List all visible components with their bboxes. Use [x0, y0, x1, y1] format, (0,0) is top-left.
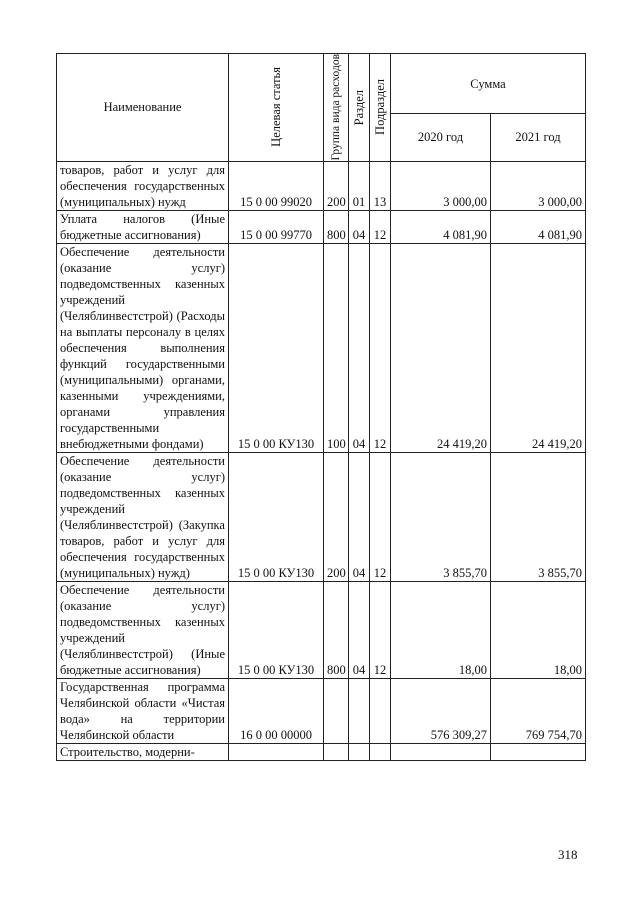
row-exp-group: 100: [324, 243, 349, 452]
header-subsection: Подраздел: [370, 54, 391, 162]
row-sum-2021: 3 855,70: [491, 452, 586, 581]
row-name: Обеспечение деятельности (оказание услуг) подведомственных казенных учреждений (Челяблинвестстрой) (Расходы на выплаты персоналу в целях обеспечения выполнения функций государственными (муниципальными) органами, казенными учреждениями, органами управления государственными внебюджетными фондами): [57, 243, 229, 452]
row-subsection: [370, 743, 391, 760]
row-name: товаров, работ и услуг для обеспечения государственных (муниципальных) нужд: [57, 161, 229, 210]
row-section: 04: [349, 243, 370, 452]
row-section: 04: [349, 452, 370, 581]
row-name: Государственная программа Челябинской области «Чистая вода» на территории Челябинской области: [57, 678, 229, 743]
row-subsection: 12: [370, 243, 391, 452]
row-section: [349, 743, 370, 760]
row-target: 15 0 00 КУ130: [229, 581, 324, 678]
row-exp-group: 800: [324, 581, 349, 678]
row-sum-2021: 769 754,70: [491, 678, 586, 743]
row-target: 15 0 00 99020: [229, 161, 324, 210]
row-exp-group: 200: [324, 452, 349, 581]
header-year-2021: 2021 год: [491, 114, 586, 161]
row-sum-2020: 18,00: [391, 581, 491, 678]
row-section: 04: [349, 210, 370, 243]
table-row: [57, 581, 586, 678]
row-sum-2021: 18,00: [491, 581, 586, 678]
page-number: 318: [558, 847, 578, 862]
row-subsection: 13: [370, 161, 391, 210]
row-sum-2020: 4 081,90: [391, 210, 491, 243]
budget-table: [56, 53, 586, 761]
row-section: [349, 678, 370, 743]
table-row: [57, 210, 586, 243]
table-row: [57, 678, 586, 743]
row-sum-2020: 3 855,70: [391, 452, 491, 581]
row-sum-2021: 3 000,00: [491, 161, 586, 210]
header-exp-group: Группа вида расходов: [324, 54, 349, 162]
row-subsection: 12: [370, 581, 391, 678]
row-exp-group: [324, 743, 349, 760]
header-section: Раздел: [349, 54, 370, 162]
row-subsection: 12: [370, 452, 391, 581]
row-target: 15 0 00 КУ130: [229, 452, 324, 581]
row-name: Обеспечение деятельности (оказание услуг) подведомственных казенных учреждений (Челяблинвестстрой) (Закупка товаров, работ и услуг для обеспечения государственных (муниципальных) нужд): [57, 452, 229, 581]
table-row: [57, 452, 586, 581]
header-sum: Сумма: [391, 54, 586, 114]
row-name: Строительство, модерни-: [57, 743, 229, 760]
row-exp-group: 200: [324, 161, 349, 210]
row-sum-2021: [491, 743, 586, 760]
row-exp-group: [324, 678, 349, 743]
row-section: 01: [349, 161, 370, 210]
row-sum-2020: 3 000,00: [391, 161, 491, 210]
row-section: 04: [349, 581, 370, 678]
header-year-2020: 2020 год: [391, 114, 491, 161]
header-name: Наименование: [57, 54, 229, 162]
row-target: [229, 743, 324, 760]
table-row: [57, 743, 586, 760]
row-name: Уплата налогов (Иные бюджетные ассигнования): [57, 210, 229, 243]
table-row: [57, 243, 586, 452]
row-sum-2020: [391, 743, 491, 760]
table-row: [57, 161, 586, 210]
row-sum-2020: 24 419,20: [391, 243, 491, 452]
row-subsection: 12: [370, 210, 391, 243]
row-target: 16 0 00 00000: [229, 678, 324, 743]
header-target: Целевая статья: [229, 54, 324, 162]
row-sum-2020: 576 309,27: [391, 678, 491, 743]
row-name: Обеспечение деятельности (оказание услуг) подведомственных казенных учреждений (Челяблинвестстрой) (Иные бюджетные ассигнования): [57, 581, 229, 678]
row-target: 15 0 00 99770: [229, 210, 324, 243]
row-sum-2021: 24 419,20: [491, 243, 586, 452]
row-exp-group: 800: [324, 210, 349, 243]
row-sum-2021: 4 081,90: [491, 210, 586, 243]
row-target: 15 0 00 КУ130: [229, 243, 324, 452]
row-subsection: [370, 678, 391, 743]
